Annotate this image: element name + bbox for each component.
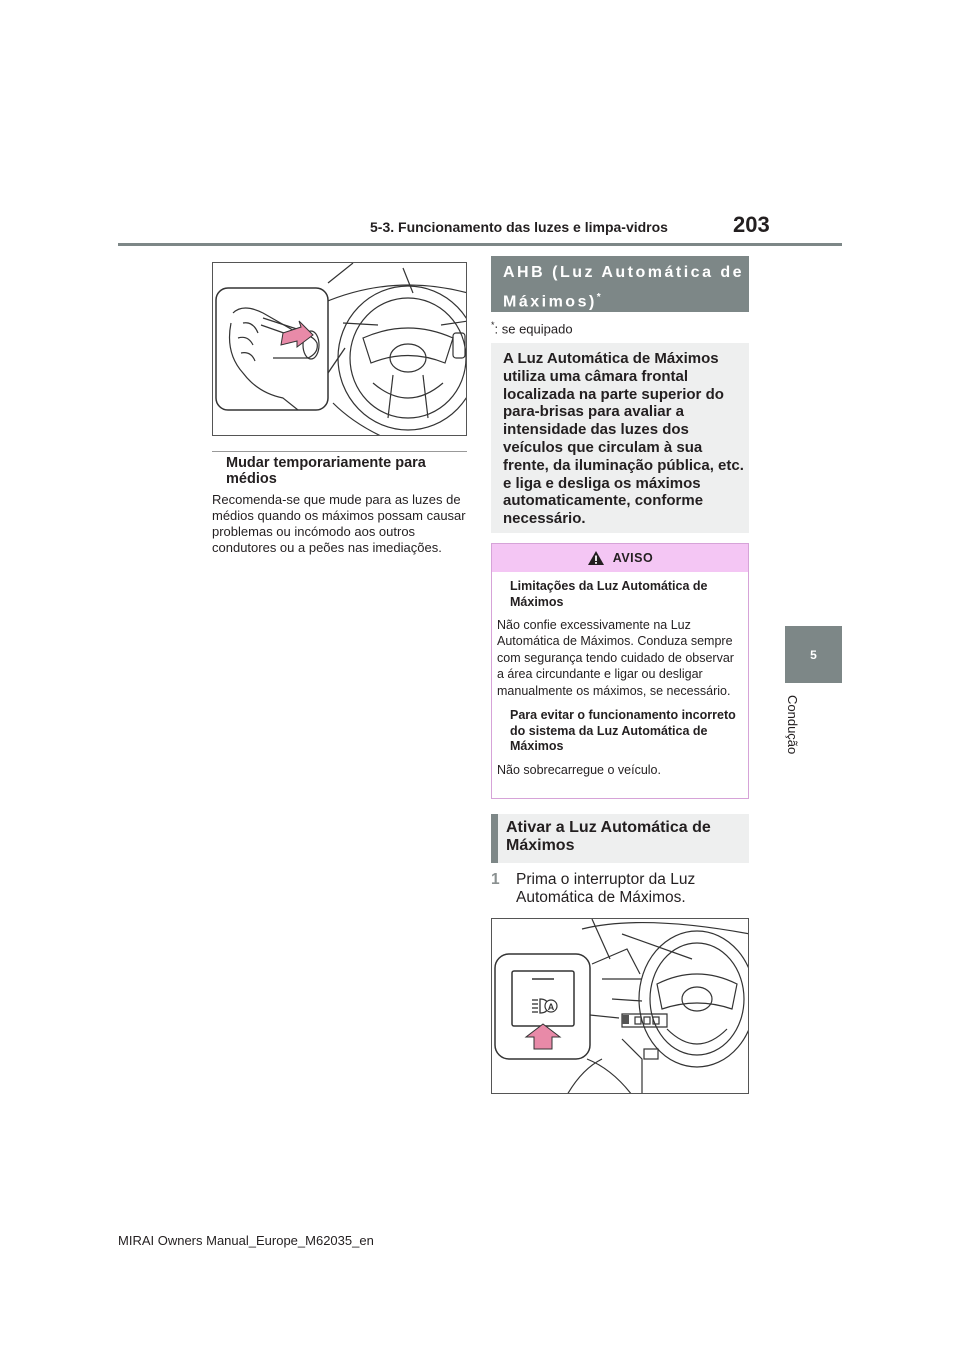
chapter-tab[interactable] <box>785 626 842 683</box>
page-number: 203 <box>733 212 770 237</box>
chapter-label: Condução <box>785 695 800 755</box>
subheading-divider <box>212 451 467 452</box>
ahb-summary: A Luz Automática de Máximos utiliza uma câmara frontal localizada na parte superior do para-brisas para avaliar a intensidade das luzes dos veículos que circulam à sua frente, da iluminação pública, etc. e liga e desliga os máximos automaticamente, conforme necessário. <box>491 343 749 533</box>
warning-header <box>492 544 748 572</box>
warning-heading-limitations: Limitações da Luz Automática de Máximos <box>510 579 708 609</box>
warning-label: AVISO <box>612 551 654 565</box>
lever-illustration <box>212 262 467 436</box>
warning-text-overload: Não sobrecarregue o veículo. <box>497 762 661 777</box>
step-number: 1 <box>491 871 500 888</box>
section-title: 5-3. Funcionamento das luzes e limpa-vidros <box>370 219 668 235</box>
dashboard-switch-drawing <box>492 919 749 1094</box>
footer-manual-id: MIRAI Owners Manual_Europe_M62035_en <box>118 1233 374 1248</box>
auto-symbol: A <box>547 1002 555 1012</box>
activate-section-title: Ativar a Luz Automática de Máximos <box>491 814 749 863</box>
warning-triangle-icon <box>587 550 605 566</box>
subheading-low-beam: Mudar temporariamente para médios <box>226 455 426 487</box>
warning-text-limitations: Não confie excessivamente na Luz Automática de Máximos. Conduza sempre com segurança tendo cuidado de observar a área circundante e ligar ou desligar manualmente os máximos, se necessário. <box>497 618 734 698</box>
ahb-switch-illustration <box>491 918 749 1094</box>
step-text: Prima o interruptor da Luz Automática de Máximos. <box>516 871 696 906</box>
ahb-section-title: AHB (Luz Automática de Máximos)* <box>491 256 749 312</box>
warning-heading-malfunction: Para evitar o funcionamento incorreto do sistema da Luz Automática de Máximos <box>510 708 736 754</box>
warning-box <box>491 543 749 799</box>
step-1 <box>491 871 749 907</box>
low-beam-paragraph: Recomenda-se que mude para as luzes de médios quando os máximos possam causar problemas ou incómodo aos outros condutores ou a peões nas imediações. <box>212 492 466 555</box>
header-divider <box>118 243 842 246</box>
chapter-number: 5 <box>810 647 817 662</box>
steering-wheel-lever-drawing <box>213 263 467 436</box>
equipped-note: *: se equipado <box>491 320 573 337</box>
